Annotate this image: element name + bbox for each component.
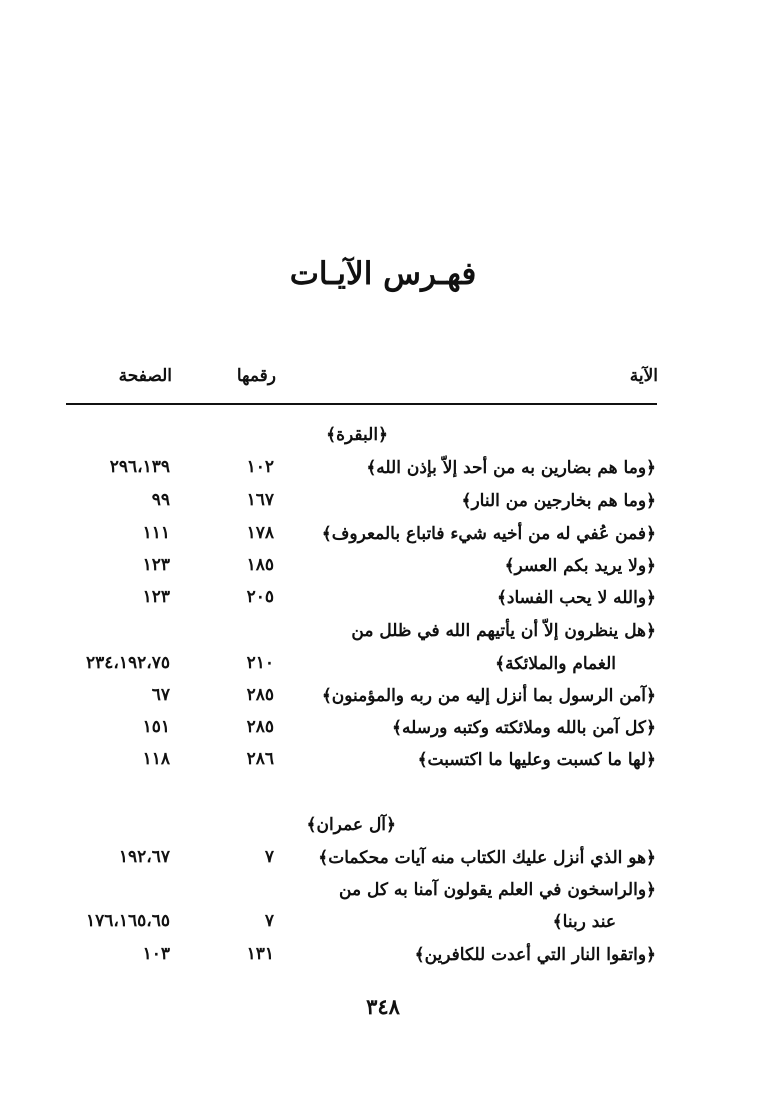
verse-text: ﴿آمن الرسول بما أنزل إليه من ربه والمؤمنون﴾ [321, 686, 656, 706]
page-refs: ١٠٣ [142, 944, 170, 964]
verse-text: ﴿هل ينظرون إلاّ أن يأتيهم الله في ظلل من [351, 621, 656, 641]
verse-text: ﴿وما هم بضارين به من أحد إلاّ بإذن الله﴾ [366, 458, 656, 478]
verse-text: ﴿فمن عُفي له من أخيه شيء فاتباع بالمعروف﴾ [321, 524, 656, 544]
header-page: الصفحة [118, 366, 172, 386]
page-refs: ١٥١ [142, 717, 170, 737]
header-verse: الآية [629, 366, 658, 386]
page-refs: ١٢٣ [142, 587, 170, 607]
verse-number: ٧ [264, 847, 274, 867]
verse-text: ﴿هو الذي أنزل عليك الكتاب منه آيات محكمات﴾ [318, 848, 656, 868]
page-refs: ١٢٣ [142, 555, 170, 575]
page-refs: ٩٩ [151, 490, 170, 510]
verse-text: ﴿كل آمن بالله وملائكته وكتبه ورسله﴾ [392, 718, 656, 738]
page-refs: ٢٣٤،١٩٢،٧٥ [85, 653, 170, 673]
surah-heading-al-imran: ﴿آل عمران﴾ [306, 815, 396, 835]
verse-text-continuation: الغمام والملائكة﴾ [495, 654, 616, 674]
verse-number: ٢٠٥ [246, 587, 274, 607]
page-refs: ١١٨ [142, 749, 170, 769]
page-refs: ١٩٢،٦٧ [118, 847, 170, 867]
verse-text: ﴿والراسخون في العلم يقولون آمنا به كل من [339, 880, 656, 900]
page-refs: ١٧٦،١٦٥،٦٥ [85, 911, 170, 931]
header-number: رقمها [236, 366, 276, 386]
verse-text: ﴿والله لا يحب الفساد﴾ [496, 588, 656, 608]
header-divider [66, 403, 657, 405]
verse-number: ٧ [264, 911, 274, 931]
page-refs: ١١١ [142, 523, 170, 543]
verse-number: ١٣١ [246, 944, 274, 964]
verse-number: ٢٨٥ [246, 717, 274, 737]
verse-number: ٢١٠ [246, 653, 274, 673]
page-number: ٣٤٨ [366, 994, 400, 1019]
page-refs: ٦٧ [151, 685, 170, 705]
verse-text: ﴿لها ما كسبت وعليها ما اكتسبت﴾ [417, 750, 656, 770]
page-title: فهـرس الآيـات [289, 256, 477, 292]
surah-heading-baqara: ﴿البقرة﴾ [326, 425, 388, 445]
verse-number: ١٠٢ [246, 457, 274, 477]
verse-number: ١٦٧ [246, 490, 274, 510]
verse-text: ﴿ولا يريد بكم العسر﴾ [504, 556, 656, 576]
page-refs: ٢٩٦،١٣٩ [109, 457, 170, 477]
verse-number: ٢٨٦ [246, 749, 274, 769]
verse-text: ﴿واتقوا النار التي أعدت للكافرين﴾ [414, 945, 656, 965]
verse-number: ٢٨٥ [246, 685, 274, 705]
verse-text: ﴿وما هم بخارجين من النار﴾ [461, 491, 656, 511]
verse-number: ١٨٥ [246, 555, 274, 575]
verse-number: ١٧٨ [246, 523, 274, 543]
verse-text-continuation: عند ربنا﴾ [552, 912, 616, 932]
